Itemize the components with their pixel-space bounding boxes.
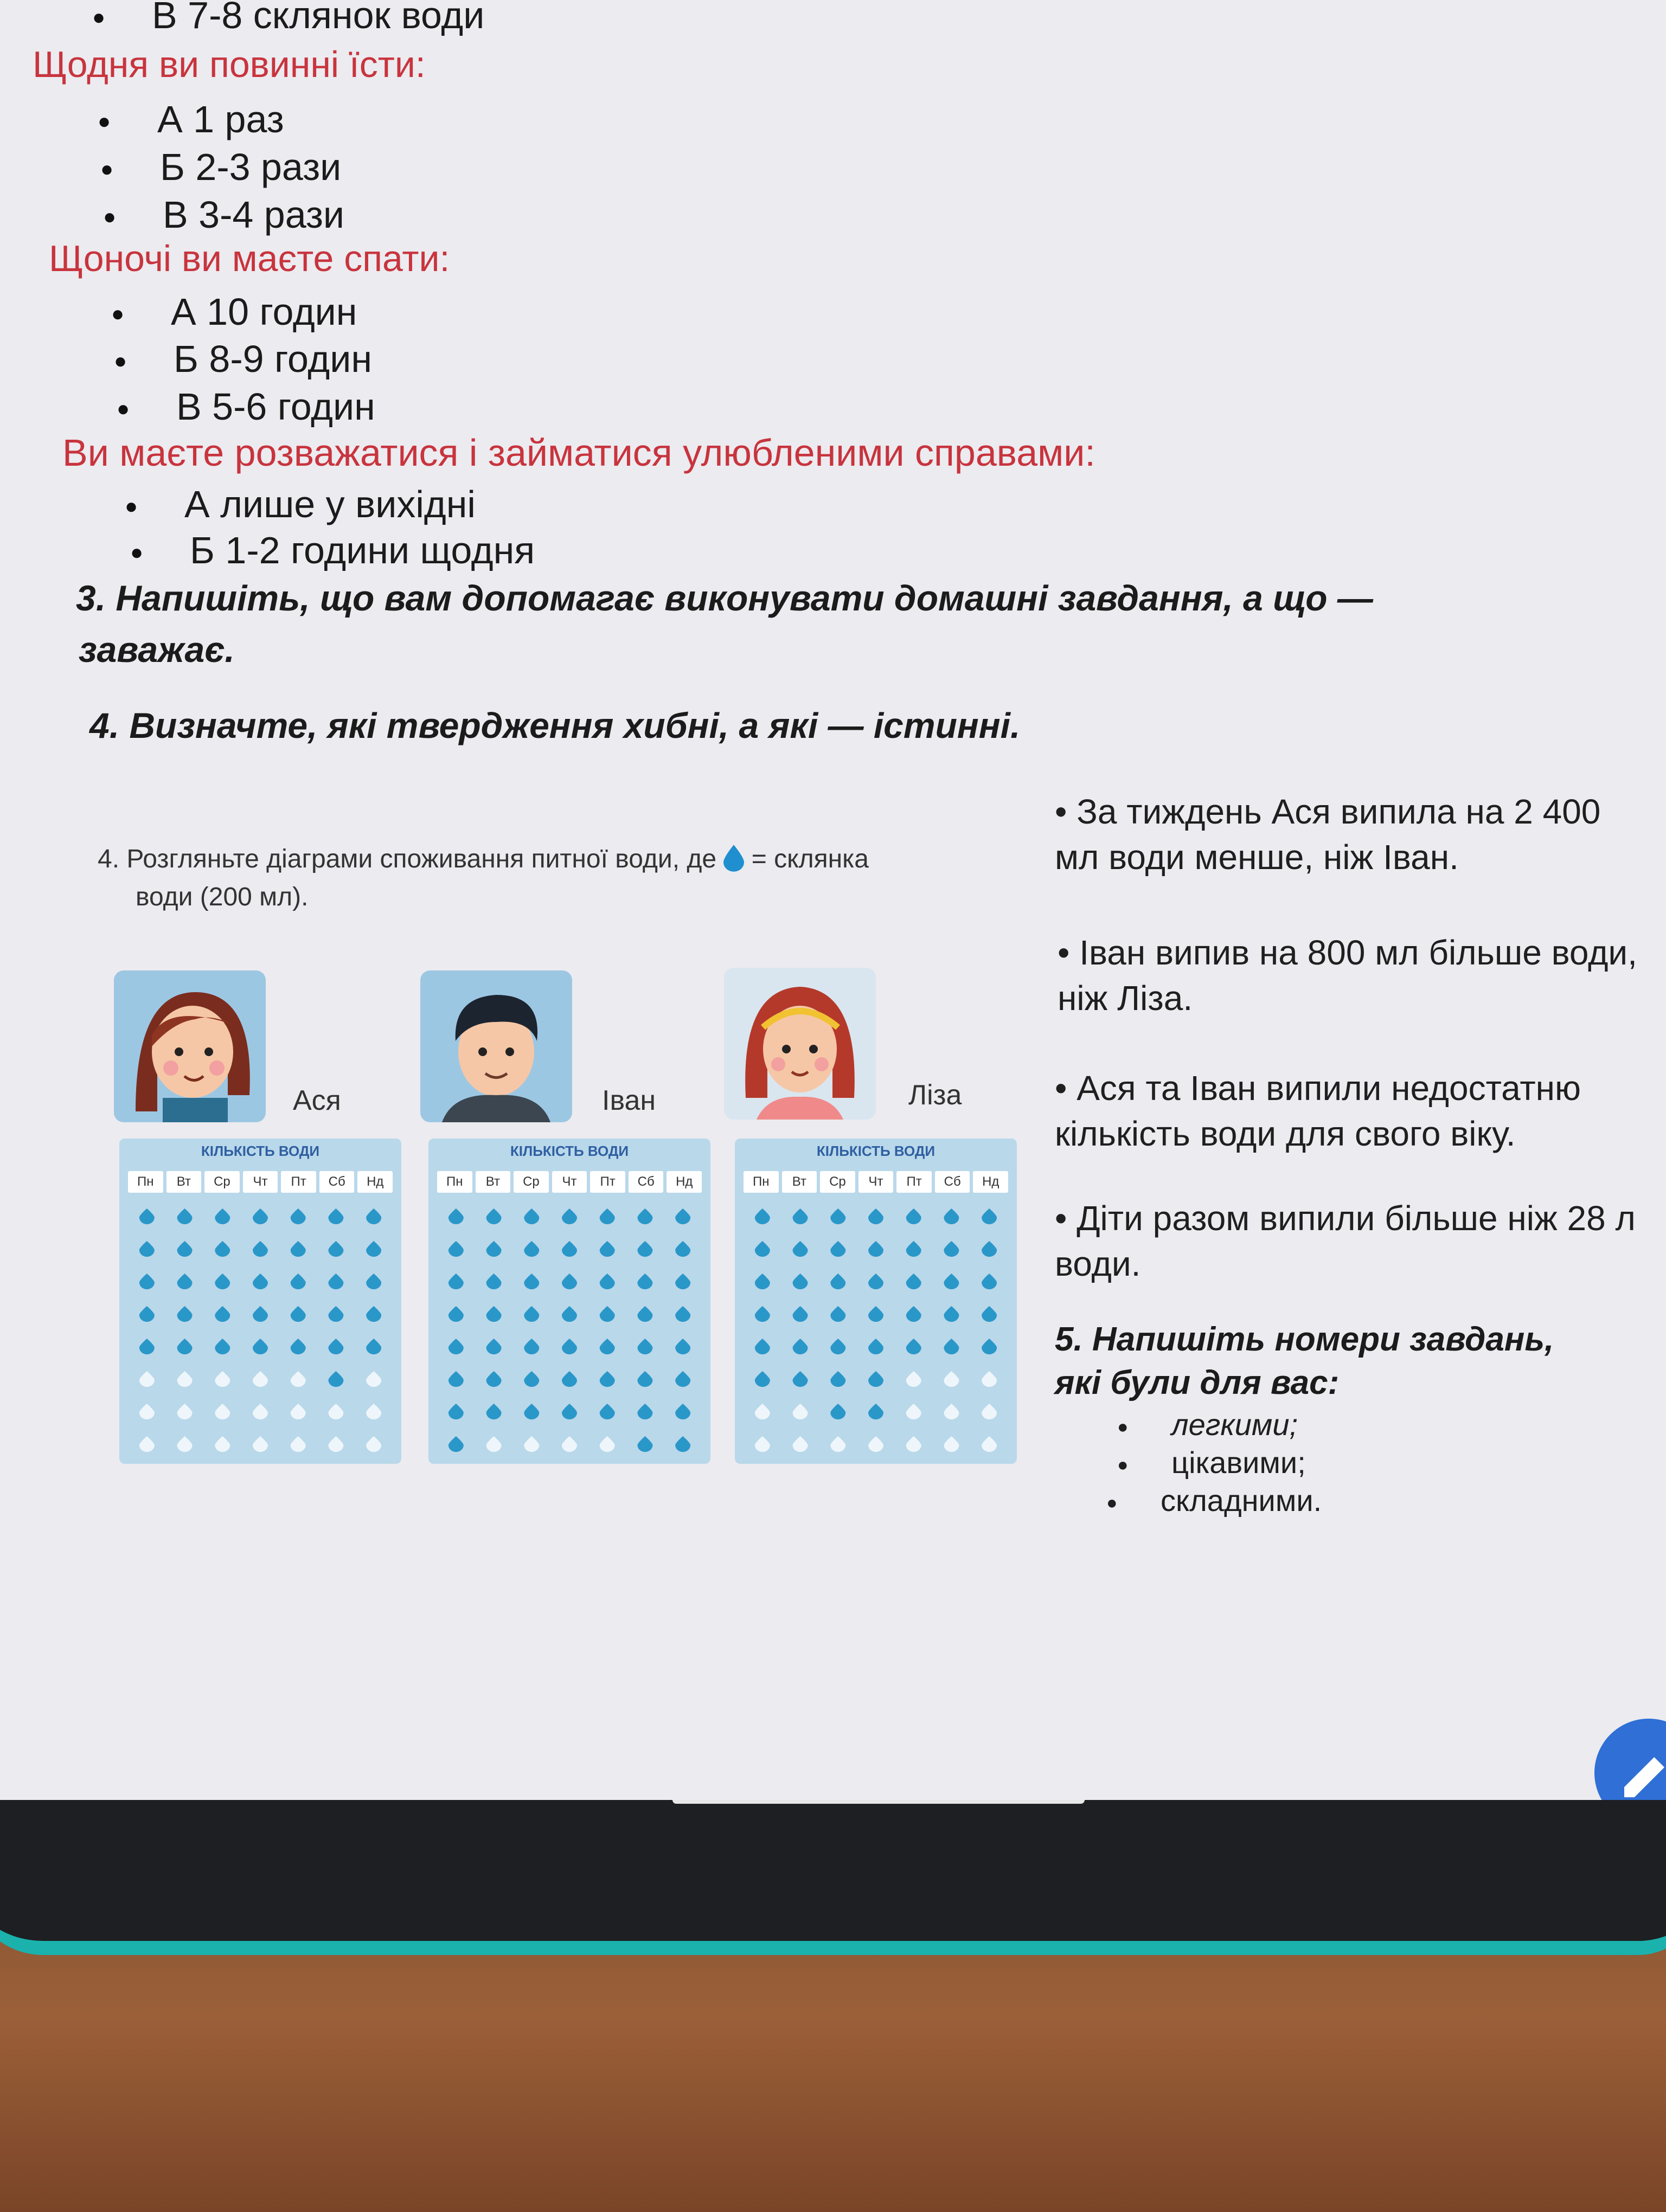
task3-line2: заважає. — [79, 629, 235, 670]
water-drop-filled — [600, 1241, 615, 1257]
water-drop-empty — [139, 1404, 155, 1419]
water-drop-filled — [675, 1274, 690, 1289]
water-drop-filled — [637, 1306, 652, 1322]
water-drop-filled — [675, 1436, 690, 1452]
edit-button[interactable] — [1594, 1719, 1666, 1800]
chart-header: КІЛЬКІСТЬ ВОДИ — [201, 1143, 320, 1159]
drop-grid — [437, 1198, 702, 1458]
water-drop-empty — [486, 1436, 502, 1452]
water-drop-filled — [868, 1371, 883, 1387]
water-drop-filled — [448, 1436, 464, 1452]
water-drop-filled — [637, 1404, 652, 1419]
water-drop-empty — [253, 1404, 268, 1419]
pencil-icon — [1616, 1740, 1666, 1800]
water-drop-filled — [562, 1339, 577, 1354]
water-drop-empty — [562, 1436, 577, 1452]
water-drop-empty — [215, 1404, 230, 1419]
task5-item: ● складними. — [1161, 1483, 1322, 1518]
water-drop-filled — [448, 1339, 464, 1354]
question-sleep: Щоночі ви маєте спати: — [49, 238, 450, 279]
water-drop-filled — [830, 1208, 845, 1224]
water-drop-filled — [253, 1208, 268, 1224]
water-drop-filled — [177, 1339, 193, 1354]
water-drop-filled — [675, 1208, 690, 1224]
water-drop-filled — [328, 1274, 343, 1289]
name-ivan: Іван — [602, 1085, 656, 1116]
drop-grid — [744, 1198, 1008, 1458]
avatar-asya — [114, 970, 266, 1122]
water-drop-filled — [600, 1339, 615, 1354]
water-drop-empty — [755, 1404, 770, 1419]
water-drop-filled — [215, 1208, 230, 1224]
water-drop-filled — [328, 1339, 343, 1354]
water-drop-filled — [215, 1241, 230, 1257]
statement-4: • Діти разом випили більше ніж 28 л води. — [1055, 1199, 1636, 1283]
water-drop-filled — [215, 1306, 230, 1322]
water-drop-filled — [328, 1371, 343, 1387]
water-drop-empty — [366, 1436, 381, 1452]
chart-caption: 4. Розгляньте діаграми споживання питної води, де = склянка води (200 мл). — [98, 845, 869, 911]
water-drop-filled — [524, 1371, 539, 1387]
water-drop-filled — [486, 1404, 502, 1419]
day-labels — [744, 1171, 1008, 1193]
water-drop-filled — [675, 1404, 690, 1419]
water-drop-filled — [755, 1208, 770, 1224]
water-drop-filled — [177, 1241, 193, 1257]
water-drop-filled — [793, 1208, 808, 1224]
water-drop-filled — [448, 1241, 464, 1257]
water-drop-empty — [982, 1371, 997, 1387]
water-drop-icon — [723, 845, 744, 872]
water-drop-empty — [177, 1371, 193, 1387]
water-drop-filled — [868, 1274, 883, 1289]
water-drop-filled — [366, 1241, 381, 1257]
water-drop-filled — [830, 1404, 845, 1419]
task5-item: ● легкими; — [1171, 1407, 1298, 1442]
list-item: ● В 5-6 годин — [176, 385, 375, 428]
water-drop-filled — [906, 1306, 921, 1322]
task5-title-line2: які були для вас: — [1055, 1364, 1340, 1401]
water-drop-empty — [600, 1436, 615, 1452]
water-drop-empty — [177, 1404, 193, 1419]
day-label: Чт — [552, 1171, 587, 1193]
day-label: Вт — [782, 1171, 817, 1193]
water-drop-empty — [291, 1371, 306, 1387]
list-item: ● В 7-8 склянок води — [152, 0, 484, 37]
day-label: Нд — [357, 1171, 393, 1193]
water-drop-filled — [906, 1274, 921, 1289]
water-drop-filled — [524, 1339, 539, 1354]
water-drop-filled — [793, 1274, 808, 1289]
day-label: Пт — [590, 1171, 625, 1193]
water-drop-filled — [177, 1208, 193, 1224]
chart-header: КІЛЬКІСТЬ ВОДИ — [510, 1143, 629, 1159]
water-drop-filled — [524, 1208, 539, 1224]
water-drop-filled — [675, 1241, 690, 1257]
water-drop-filled — [793, 1371, 808, 1387]
water-drop-filled — [944, 1274, 959, 1289]
water-drop-empty — [215, 1436, 230, 1452]
water-drop-filled — [139, 1208, 155, 1224]
water-drop-filled — [366, 1306, 381, 1322]
avatar-ivan — [420, 970, 572, 1122]
water-drop-filled — [675, 1371, 690, 1387]
water-drop-filled — [291, 1306, 306, 1322]
water-drop-filled — [982, 1241, 997, 1257]
water-drop-empty — [793, 1436, 808, 1452]
water-drop-filled — [637, 1241, 652, 1257]
name-asya: Ася — [293, 1085, 341, 1116]
water-drop-filled — [562, 1371, 577, 1387]
water-drop-empty — [291, 1436, 306, 1452]
water-drop-empty — [177, 1436, 193, 1452]
water-drop-filled — [793, 1241, 808, 1257]
water-drop-empty — [906, 1436, 921, 1452]
water-drop-filled — [139, 1339, 155, 1354]
water-drop-filled — [291, 1208, 306, 1224]
water-drop-filled — [486, 1208, 502, 1224]
day-label: Сб — [629, 1171, 664, 1193]
statement-2: • Іван випив на 800 мл більше води, ніж Ліза. — [1058, 933, 1637, 1018]
list-item: ● Б 2-3 рази — [160, 145, 341, 189]
water-drop-filled — [637, 1339, 652, 1354]
day-label: Сб — [935, 1171, 970, 1193]
day-label: Вт — [166, 1171, 202, 1193]
question-fun: Ви маєте розважатися і займатися улюбленими справами: — [62, 432, 1095, 474]
task5-title-line1: 5. Напишіть номери завдань, — [1055, 1321, 1554, 1358]
water-drop-filled — [562, 1404, 577, 1419]
water-drop-filled — [830, 1339, 845, 1354]
water-drop-empty — [906, 1404, 921, 1419]
statement-3: • Ася та Іван випили недостатню кількість води для свого віку. — [1055, 1069, 1581, 1153]
water-drop-filled — [486, 1306, 502, 1322]
water-drop-empty — [253, 1371, 268, 1387]
water-drop-empty — [366, 1371, 381, 1387]
drop-grid — [128, 1198, 393, 1458]
water-drop-filled — [600, 1274, 615, 1289]
water-drop-filled — [562, 1208, 577, 1224]
water-drop-filled — [755, 1371, 770, 1387]
water-drop-filled — [291, 1339, 306, 1354]
water-drop-filled — [944, 1241, 959, 1257]
water-drop-filled — [830, 1274, 845, 1289]
water-drop-filled — [524, 1306, 539, 1322]
water-drop-filled — [637, 1371, 652, 1387]
water-drop-empty — [755, 1436, 770, 1452]
water-drop-filled — [868, 1404, 883, 1419]
water-drop-filled — [486, 1371, 502, 1387]
water-drop-empty — [139, 1436, 155, 1452]
water-drop-filled — [600, 1306, 615, 1322]
water-drop-empty — [291, 1404, 306, 1419]
water-drop-filled — [448, 1371, 464, 1387]
water-drop-filled — [637, 1208, 652, 1224]
day-label: Пт — [281, 1171, 316, 1193]
water-drop-filled — [562, 1241, 577, 1257]
water-drop-filled — [448, 1274, 464, 1289]
water-drop-filled — [906, 1339, 921, 1354]
water-drop-filled — [328, 1241, 343, 1257]
water-drop-filled — [524, 1241, 539, 1257]
water-drop-filled — [448, 1208, 464, 1224]
water-drop-filled — [830, 1371, 845, 1387]
question-eat: Щодня ви повинні їсти: — [33, 44, 426, 85]
day-label: Сб — [319, 1171, 355, 1193]
task3-line1: 3. Напишіть, що вам допомагає виконувати домашні завдання, а що — — [76, 578, 1373, 618]
water-drop-filled — [366, 1339, 381, 1354]
water-drop-filled — [486, 1241, 502, 1257]
day-label: Нд — [973, 1171, 1008, 1193]
day-label: Вт — [476, 1171, 511, 1193]
water-drop-filled — [291, 1241, 306, 1257]
day-label: Ср — [514, 1171, 549, 1193]
water-drop-empty — [793, 1404, 808, 1419]
water-drop-filled — [906, 1208, 921, 1224]
water-drop-filled — [328, 1306, 343, 1322]
list-item: ● В 3-4 рази — [163, 193, 344, 236]
task5-item: ● цікавими; — [1171, 1445, 1306, 1480]
water-drop-empty — [906, 1371, 921, 1387]
water-drop-filled — [982, 1339, 997, 1354]
day-label: Пт — [896, 1171, 932, 1193]
water-drop-filled — [868, 1241, 883, 1257]
water-drop-empty — [253, 1436, 268, 1452]
water-drop-filled — [868, 1306, 883, 1322]
list-item: ● А лише у вихідні — [184, 483, 476, 526]
water-drop-filled — [675, 1306, 690, 1322]
chart-ivan — [428, 1139, 710, 1464]
water-drop-filled — [982, 1274, 997, 1289]
water-drop-filled — [448, 1404, 464, 1419]
list-item: ● А 1 раз — [157, 98, 284, 141]
water-drop-filled — [868, 1208, 883, 1224]
water-drop-filled — [830, 1306, 845, 1322]
water-drop-filled — [366, 1274, 381, 1289]
list-item: ● Б 1-2 години щодня — [190, 529, 535, 572]
water-drop-filled — [562, 1274, 577, 1289]
water-drop-filled — [755, 1241, 770, 1257]
water-drop-filled — [486, 1274, 502, 1289]
water-drop-filled — [177, 1274, 193, 1289]
water-drop-filled — [562, 1306, 577, 1322]
water-drop-filled — [944, 1208, 959, 1224]
chart-liza — [735, 1139, 1017, 1464]
water-drop-filled — [944, 1306, 959, 1322]
water-drop-filled — [328, 1208, 343, 1224]
water-drop-filled — [177, 1306, 193, 1322]
name-liza: Ліза — [908, 1079, 962, 1111]
water-drop-empty — [868, 1436, 883, 1452]
water-drop-filled — [253, 1274, 268, 1289]
water-drop-empty — [944, 1404, 959, 1419]
water-drop-empty — [944, 1436, 959, 1452]
water-drop-filled — [637, 1436, 652, 1452]
water-drop-filled — [755, 1274, 770, 1289]
day-labels — [437, 1171, 702, 1193]
list-item: ● А 10 годин — [171, 290, 357, 333]
water-drop-filled — [982, 1306, 997, 1322]
day-label: Пн — [128, 1171, 163, 1193]
water-drop-filled — [830, 1241, 845, 1257]
water-drop-empty — [982, 1436, 997, 1452]
water-drop-filled — [253, 1306, 268, 1322]
day-label: Чт — [858, 1171, 894, 1193]
water-drop-filled — [486, 1339, 502, 1354]
water-drop-empty — [139, 1371, 155, 1387]
water-drop-empty — [524, 1436, 539, 1452]
water-drop-filled — [982, 1208, 997, 1224]
water-drop-filled — [906, 1241, 921, 1257]
water-drop-filled — [366, 1208, 381, 1224]
water-drop-empty — [366, 1404, 381, 1419]
water-drop-filled — [139, 1274, 155, 1289]
day-label: Ср — [204, 1171, 240, 1193]
water-drop-empty — [328, 1436, 343, 1452]
water-drop-empty — [982, 1404, 997, 1419]
statement-1: • За тиждень Ася випила на 2 400 мл води менше, ніж Іван. — [1055, 792, 1601, 877]
water-drop-filled — [139, 1306, 155, 1322]
day-label: Пн — [437, 1171, 472, 1193]
water-drop-empty — [328, 1404, 343, 1419]
water-drop-filled — [675, 1339, 690, 1354]
water-drop-filled — [755, 1339, 770, 1354]
water-drop-filled — [291, 1274, 306, 1289]
chart-asya — [119, 1139, 401, 1464]
water-drop-empty — [215, 1371, 230, 1387]
water-drop-filled — [944, 1339, 959, 1354]
task4-title: 4. Визначте, які твердження хибні, а які — істинні. — [89, 705, 1021, 745]
water-drop-filled — [448, 1306, 464, 1322]
list-item: ● Б 8-9 годин — [174, 337, 372, 381]
water-drop-filled — [253, 1241, 268, 1257]
water-drop-filled — [139, 1241, 155, 1257]
water-drop-filled — [600, 1371, 615, 1387]
water-drop-filled — [524, 1274, 539, 1289]
water-drop-filled — [793, 1306, 808, 1322]
water-drop-filled — [637, 1274, 652, 1289]
day-labels — [128, 1171, 393, 1193]
water-drop-filled — [253, 1339, 268, 1354]
water-drop-filled — [215, 1274, 230, 1289]
water-drop-filled — [600, 1404, 615, 1419]
water-drop-filled — [600, 1208, 615, 1224]
chart-header: КІЛЬКІСТЬ ВОДИ — [816, 1143, 935, 1159]
water-drop-filled — [868, 1339, 883, 1354]
water-drop-filled — [215, 1339, 230, 1354]
day-label: Ср — [820, 1171, 855, 1193]
day-label: Нд — [667, 1171, 702, 1193]
water-drop-empty — [944, 1371, 959, 1387]
day-label: Пн — [744, 1171, 779, 1193]
water-drop-filled — [524, 1404, 539, 1419]
water-drop-filled — [793, 1339, 808, 1354]
water-drop-filled — [755, 1306, 770, 1322]
day-label: Чт — [243, 1171, 278, 1193]
water-drop-empty — [830, 1436, 845, 1452]
avatar-liza — [724, 968, 876, 1120]
